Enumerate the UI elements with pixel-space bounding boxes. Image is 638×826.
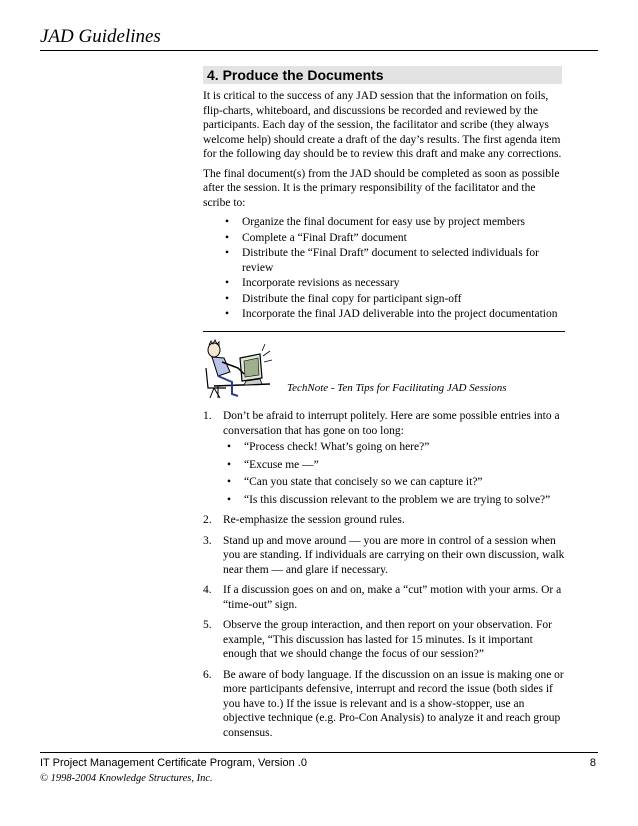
footer-program-name: IT Project Management Certificate Program, Version .0 — [40, 757, 307, 769]
list-item: • “Can you state that concisely so we can capture it?” — [227, 475, 565, 490]
list-item: • Incorporate the final JAD deliverable into the project documentation — [225, 307, 565, 322]
tips-list — [203, 409, 565, 740]
section-divider — [203, 331, 565, 332]
tip-item — [203, 668, 565, 741]
tip-text: Observe the group interaction, and then report on your observation. For example, “This discussion has lasted for 15 minutes. Is it important enough that we should change the focus of our session?” — [223, 619, 552, 660]
section-heading: 4. Produce the Documents — [203, 66, 562, 84]
page-header-title: JAD Guidelines — [40, 26, 161, 47]
tip-number: 2. — [203, 514, 212, 526]
tip-text: Don’t be afraid to interrupt politely. Here are some possible entries into a conversation that has gone on too long: — [223, 410, 560, 437]
tips-section — [203, 409, 565, 746]
tip-item — [203, 534, 565, 578]
footer-copyright: © 1998-2004 Knowledge Structures, Inc. — [40, 773, 213, 784]
paragraph-1: It is critical to the success of any JAD session that the information on foils, flip-charts, whiteboard, and discussions be recorded and reviewed by the participants. Each day of the session, the facilitator and scribe (they always welcome help) should create a draft of the day’s results. The first agenda item for the following day should be to review this draft and make any corrections. — [203, 90, 562, 160]
tip-text: Stand up and move around — you are more in control of a session when you are standing. If individuals are carrying on their own discussion, walk near them — and glare if necessary. — [223, 534, 565, 576]
technote-caption: TechNote - Ten Tips for Facilitating JAD Sessions — [287, 382, 507, 394]
tip-item — [203, 409, 565, 507]
responsibility-list — [203, 215, 565, 322]
tip-bullet-list — [223, 440, 565, 507]
tip-number: 6. — [203, 668, 212, 681]
tip-number: 3. — [203, 534, 212, 547]
list-item: • Distribute the “Final Draft” document to selected individuals for review — [225, 246, 565, 275]
person-at-computer-icon — [200, 338, 292, 400]
list-item: • “Is this discussion relevant to the problem we are trying to solve?” — [227, 493, 565, 508]
tip-item — [203, 583, 565, 612]
list-item: • “Excuse me —” — [227, 458, 565, 473]
tip-text: Be aware of body language. If the discussion on an issue is making one or more participants defensive, interrupt and record the issue (both sides if you have to.) If the issue is relevant and is a show-stopper, use an objective technique (e.g. Pro-Con Analysis) to analyze it and reach group consensus. — [223, 668, 564, 739]
list-item: • “Process check! What’s going on here?” — [227, 440, 565, 455]
tip-item — [203, 513, 565, 528]
list-item: • Organize the final document for easy use by project members — [225, 215, 565, 230]
paragraph-2: The final document(s) from the JAD should be completed as soon as possible after the session. It is the primary responsibility of the facilitator and the scribe to: — [203, 167, 560, 209]
tip-item — [203, 618, 565, 662]
footer-rule — [40, 752, 598, 753]
tip-number: 1. — [203, 410, 212, 422]
page-number: 8 — [589, 757, 596, 769]
list-item: • Complete a “Final Draft” document — [225, 231, 565, 246]
tip-number: 4. — [203, 584, 212, 596]
tip-number: 5. — [203, 619, 212, 631]
section-body — [203, 89, 565, 323]
list-item: • Incorporate revisions as necessary — [225, 276, 565, 291]
header-rule — [40, 50, 598, 51]
tip-text: Re-emphasize the session ground rules. — [223, 514, 405, 526]
tip-text: If a discussion goes on and on, make a “cut” motion with your arms. Or a “time-out” sign. — [223, 584, 562, 611]
list-item: • Distribute the final copy for participant sign-off — [225, 292, 565, 307]
